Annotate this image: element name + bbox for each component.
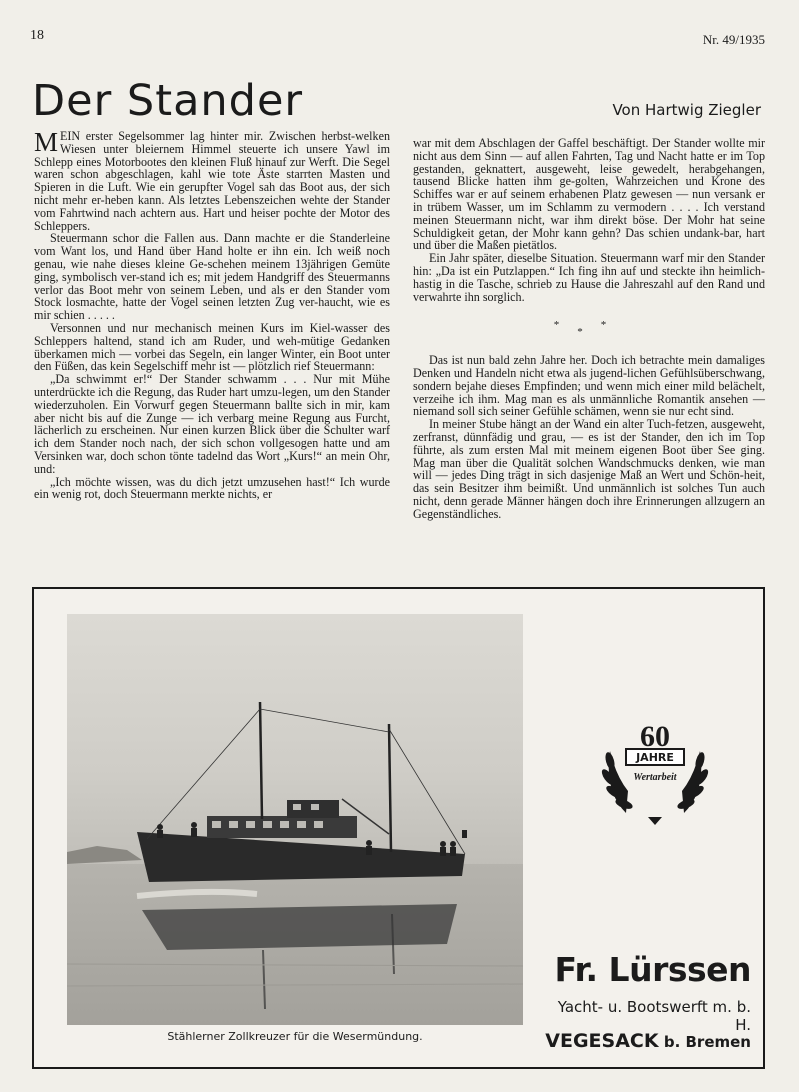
drop-cap: M [34,127,59,157]
article-column-left [34,127,390,502]
article-column-right [413,137,765,521]
boat-photo-illustration [67,614,523,1025]
star-glyph: * [553,319,578,332]
article-byline: Von Hartwig Ziegler [612,101,761,119]
page-number: 18 [30,28,44,43]
star-glyph: * [600,319,625,332]
paragraph [34,127,390,233]
emblem-word: JAHRE [636,751,674,764]
paragraph: Steuermann schor die Fallen aus. Dann machte er die Standerleine vom Want los, und Hand über Hand holte er ihn ein. Ich weiß noch genau, wie nahe dieses kleine Ge-schehen meinem 13jährigen Gemüte ging, symbolisch ver-stand ich es; mit jedem Handgriff des Steuermanns verlor das Boot mehr von seinem Leben, und als er den Stander vom Stock losmachte, hatte der Vogel seinen letzten Zug ver-haucht, wie es mir schien . . . . . [34,231,390,323]
paragraph-text: EIN erster Segelsommer lag hinter mir. Zwischen herbst-welken Wiesen unter bleiernem Himmel steuerte ich unsere Yawl im Schlepp eines Motorbootes den kleinen Fluß hinauf zur Werft. Die Segel waren schon abgeschlagen, kahl wie tote Äste starrten Masten und Spieren in die Luft. Wie ein gerupfter Vogel sah das Boot aus, der sich nicht mehr er-heben kann. Als letztes Lebenszeichen wehte der Stander vom Fahrtwind nach achtern aus. Hart und heiser pochte der Motor des Schleppers. [34,129,390,233]
paragraph: war mit dem Abschlagen der Gaffel beschäftigt. Der Stander wollte mir nicht aus dem Sinn — auf allen Fahrten, Tag und Nacht hatte er im Top gestanden, geknattert, ausgeweht, leise gewedelt, herabgehangen, tausend Blicke hatten ihm ge-golten, Wahrzeichen und Krone des Schiffes war er auf seinem erhabenen Platz gewesen — nun versank er in trübem Wasser, um im Schlamm zu vermodern . . . . Ich verstand meinen Steuermann nicht, war ihm direkt böse. Der Mohr hat seine Schuldigkeit getan, der Mohr kann gehn? Das schien undank-bar, hart und über die Maßen pietätlos. [413,136,765,253]
issue-number: Nr. 49/1935 [702,32,765,47]
photo-caption: Stählerner Zollkreuzer für die Wesermündung. [167,1030,423,1043]
article-title: Der Stander [32,76,304,126]
emblem-subtitle: Wertarbeit [633,772,677,783]
location-suffix: b. Bremen [663,1033,751,1051]
paragraph: Versonnen und nur mechanisch meinen Kurs im Kiel-wasser des Schleppers haltend, stand ich am Ruder, und weh-mütige Gedanken überkamen mich — vorbei das Segeln, ein langer Winter, ein Boot unter den Füßen, das kein Segelschiff mehr ist — plötzlich rief Steuermann: [34,320,390,374]
section-divider-stars [413,319,765,339]
paragraph: In meiner Stube hängt an der Wand ein alter Tuch-fetzen, ausgeweht, zerfranst, dünnfädig und grau, — es ist der Stander, den ich im Top führte, als zum ersten Mal mit meinem eigenen Boot über See ging. Mag man über die Qualität solchen Wandschmucks denken, wie man will — jedes Ding trägt in sich dasjenige Maß an Wert und Schön-heit, das sein Besitzer ihm beimißt. Und unmännlich ist solches Tun auch nicht, denn gerade Männer hängen doch ihre Erinnerungen allzugern an Gegenständliches. [413,417,765,521]
paragraph: „Ich möchte wissen, was du dich jetzt umzusehen hast!“ Ich wurde ein wenig rot, doch Steuermann merkte nichts, er [34,474,390,502]
paragraph: Ein Jahr später, dieselbe Situation. Steuermann warf mir den Stander hin: „Da ist ein Putzlappen.“ Ich fing ihn auf und steckte ihn heimlich-hastig in die Tasche, schrieb zu Hause die Jahreszahl auf den Rand und verwahrte ihn sorglich. [413,251,765,304]
advertisement [32,587,765,1069]
company-name: Fr. Lürssen [554,950,751,989]
emblem-number: 60 [640,720,670,753]
paragraph: „Da schwimmt er!“ Der Stander schwamm . . . Nur mit Mühe unterdrückte ich die Regung, das Ruder hart umzu-legen, um den Stander wiederzuholen. Ein Vorwurf gegen Steuermann ballte sich in mir, kam aber nicht bis auf die Zunge — ich verbarg meine Regung aus Furcht, lächerlich zu erscheinen. Nur einen kurzen Blick über die Schulter warf ich dem Stander noch nach, der sich schon vollgesogen hatte und am Versinken war, doch schon tönte tadelnd das Wort „Kurs!“ an mein Ohr, und: [34,372,390,476]
paragraph: Das ist nun bald zehn Jahre her. Doch ich betrachte mein damaliges Denken und Handeln nicht etwa als jugend-lichen Gefühlsüberschwang, sondern bejahe dieses Empfinden; und wenn mich einer mild belächelt, verzeihe ich ihm. Mag man es als unmännliche Romantik ansehen — niemand soll sich seiner Gefühle schämen, wenn sie nur echt sind. [413,353,765,419]
boat-photo [67,614,523,1025]
company-subtitle: Yacht- u. Bootswerft m. b. H. [557,998,751,1034]
star-glyph: * [577,326,601,339]
company-location [543,1030,751,1052]
location-city: VEGESACK [545,1030,659,1052]
